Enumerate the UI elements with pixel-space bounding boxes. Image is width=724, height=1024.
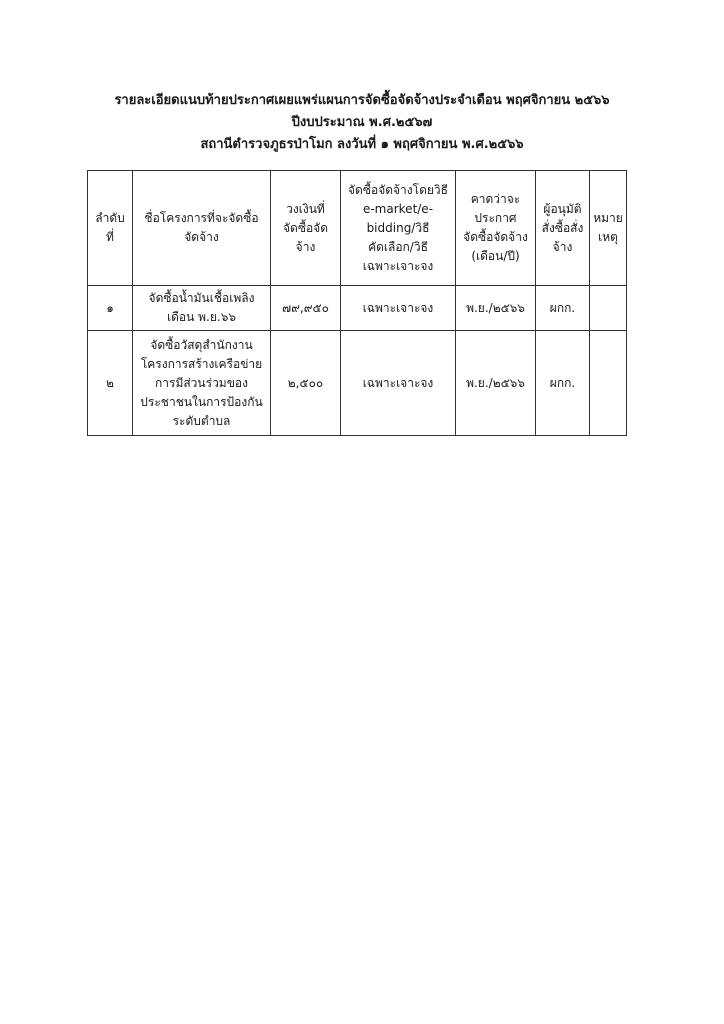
cell-no: ๒ [88, 331, 133, 436]
document-title: รายละเอียดแนบท้ายประกาศเผยแพร่แผนการจัดซื้อจัดจ้างประจำเดือน พฤศจิกายน ๒๕๖๖ [114, 93, 610, 108]
col-header-announce: คาดว่าจะ ประกาศ จัดซื้อจัดจ้าง (เดือน/ปี) [456, 171, 536, 286]
col-header-no: ลำดับ ที่ [88, 171, 133, 286]
procurement-plan-table [87, 170, 627, 436]
cell-remark [590, 286, 627, 331]
cell-project: จัดซื้อวัสดุสำนักงาน โครงการสร้างเครือข่าย การมีส่วนร่วมของ ประชาชนในการป้องกัน ระดับตำบล [133, 331, 271, 436]
cell-approver: ผกก. [536, 331, 590, 436]
col-header-method: จัดซื้อจัดจ้างโดยวิธี e-market/e- bidding/วิธี คัดเลือก/วิธี เฉพาะเจาะจง [341, 171, 456, 286]
table-row [88, 286, 627, 331]
cell-remark [590, 331, 627, 436]
cell-budget: ๗๙,๙๕๐ [271, 286, 341, 331]
cell-no: ๑ [88, 286, 133, 331]
cell-method: เฉพาะเจาะจง [341, 286, 456, 331]
col-header-budget: วงเงินที่ จัดซื้อจัด จ้าง [271, 171, 341, 286]
col-header-approver: ผู้อนุมัติ สั่งซื้อสั่ง จ้าง [536, 171, 590, 286]
col-header-project: ชื่อโครงการที่จะจัดซื้อ จัดจ้าง [133, 171, 271, 286]
cell-approver: ผกก. [536, 286, 590, 331]
fiscal-year: ปีงบประมาณ พ.ศ.๒๕๖๗ [291, 115, 433, 130]
cell-method: เฉพาะเจาะจง [341, 331, 456, 436]
table-header-row [88, 171, 627, 286]
cell-project: จัดซื้อน้ำมันเชื้อเพลิง เดือน พ.ย.๖๖ [133, 286, 271, 331]
cell-announce: พ.ย./๒๕๖๖ [456, 331, 536, 436]
document-header [0, 90, 724, 156]
cell-announce: พ.ย./๒๕๖๖ [456, 286, 536, 331]
col-header-remark: หมาย เหตุ [590, 171, 627, 286]
station-date: สถานีตำรวจภูธรป่าโมก ลงวันที่ ๑ พฤศจิกายน พ.ศ.๒๕๖๖ [200, 137, 524, 152]
cell-budget: ๒,๕๐๐ [271, 331, 341, 436]
table-row [88, 331, 627, 436]
